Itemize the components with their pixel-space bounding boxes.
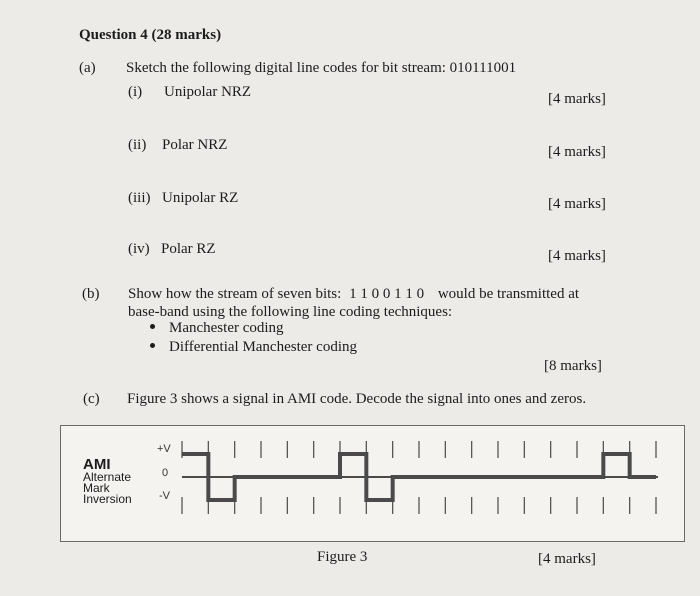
item-name: Unipolar RZ (162, 190, 239, 206)
figure-subtitle-line: Inversion (83, 492, 132, 506)
item-num: (i) (128, 84, 143, 100)
question-title: Question 4 (28 marks) (79, 27, 222, 43)
bullet-text: Manchester coding (169, 320, 284, 336)
figure-caption: Figure 3 (317, 549, 368, 565)
level-pos-label: +V (157, 443, 171, 455)
figure-subtitle-line: Alternate (83, 470, 132, 484)
bullet-text: Differential Manchester coding (169, 339, 357, 355)
item-marks: [4 marks] (548, 91, 606, 107)
part-b-line1-start: Show how the stream of seven bits: (128, 286, 342, 302)
item-name: Polar RZ (161, 241, 216, 257)
part-b-marks: [8 marks] (544, 358, 602, 374)
item-marks: [4 marks] (548, 144, 606, 160)
item-name: Polar NRZ (162, 137, 228, 153)
item-num: (ii) (128, 137, 147, 153)
item-marks: [4 marks] (548, 196, 606, 212)
level-neg-label: -V (159, 490, 170, 502)
figure-title: AMI (83, 456, 111, 473)
part-b-line2: base-band using the following line coding techniques: (128, 304, 453, 320)
part-c-text: Figure 3 shows a signal in AMI code. Decode the signal into ones and zeros. (127, 391, 587, 407)
figure-subtitle-line: Mark (83, 481, 110, 495)
item-num: (iv) (128, 241, 150, 257)
item-num: (iii) (128, 190, 151, 206)
item-name: Unipolar NRZ (164, 84, 252, 100)
level-zero-label: 0 (162, 467, 169, 479)
bit-stream: 1 1 0 0 1 1 0 (349, 286, 425, 302)
figure-marks: [4 marks] (538, 551, 596, 567)
part-a-label: (a) (79, 60, 96, 76)
part-c-label: (c) (83, 391, 100, 407)
part-b-line1-end: would be transmitted at (437, 286, 580, 302)
part-a-text: Sketch the following digital line codes for bit stream: 010111001 (126, 60, 517, 76)
item-marks: [4 marks] (548, 248, 606, 264)
part-b-label: (b) (82, 286, 100, 302)
ami-signal-trace (182, 454, 656, 500)
